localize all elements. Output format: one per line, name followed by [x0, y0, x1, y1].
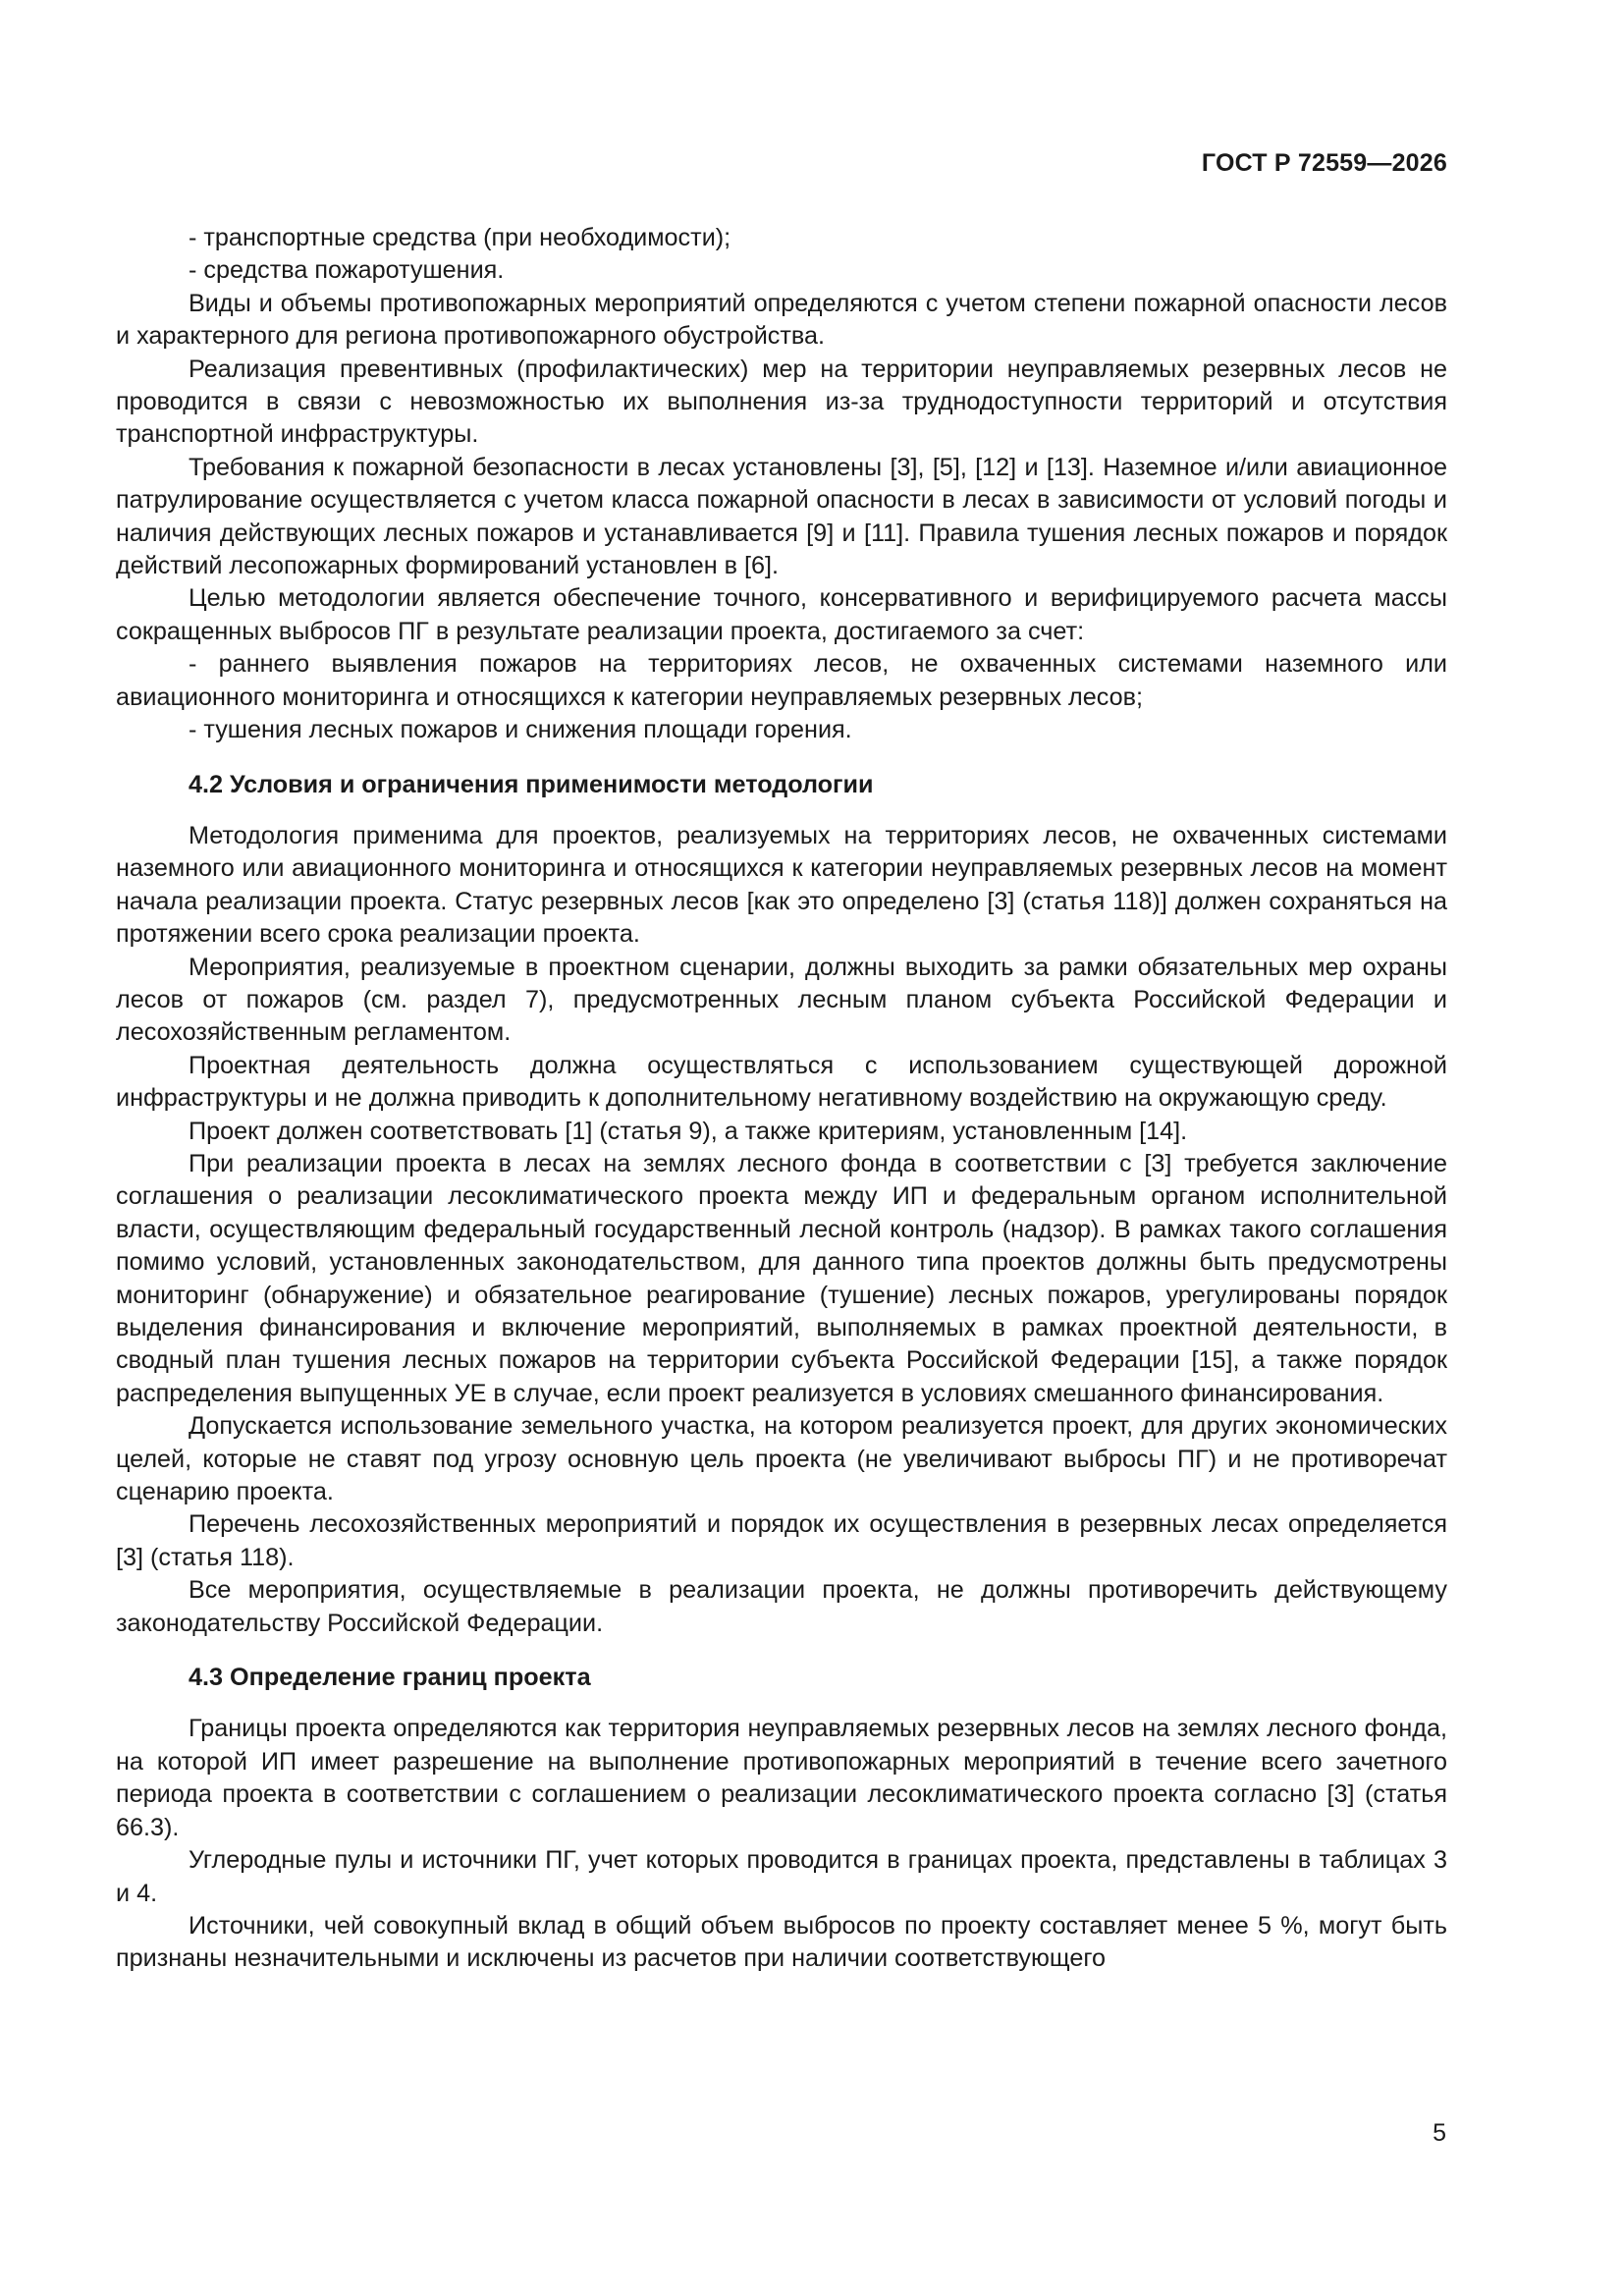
paragraph: Реализация превентивных (профилактических) мер на территории неуправляемых резервных лесов не проводится в связи с невозможностью их выполнения из-за труднодоступности территорий и отсутствия транспортной инфраструктуры. [116, 355, 1447, 449]
paragraph: Все мероприятия, осуществляемые в реализации проекта, не должны противоречить действующему законодательству Российской Федерации. [116, 1576, 1447, 1637]
paragraph: Виды и объемы противопожарных мероприятий определяются с учетом степени пожарной опасности лесов и характерного для региона противопожарного обустройства. [116, 289, 1447, 351]
list-item-fire-suppression: - тушения лесных пожаров и снижения площади горения. [189, 716, 852, 744]
paragraph: Целью методологии является обеспечение точного, консервативного и верифицируемого расчета массы сокращенных выбросов ПГ в результате реализации проекта, достигаемого за счет: [116, 584, 1447, 645]
paragraph: Углеродные пулы и источники ПГ, учет которых проводится в границах проекта, представлены в таблицах 3 и 4. [116, 1846, 1447, 1907]
paragraph: Допускается использование земельного участка, на котором реализуется проект, для других экономических целей, которые не ставят под угрозу основную цель проекта (не увеличивают выбросы ПГ) и не противоречат сценарию проекта. [116, 1412, 1447, 1506]
section-heading-4-3: 4.3 Определение границ проекта [189, 1664, 591, 1692]
paragraph: Проект должен соответствовать [1] (статья 9), а также критериям, установленным [14]. [189, 1117, 1188, 1145]
list-item-early-detection: - раннего выявления пожаров на территориях лесов, не охваченных системами наземного или авиационного мониторинга и относящихся к категории неуправляемых резервных лесов; [116, 650, 1447, 711]
paragraph: Границы проекта определяются как территория неуправляемых резервных лесов на землях лесного фонда, на которой ИП имеет разрешение на выполнение противопожарных мероприятий в течение всего зачетного периода проекта в соответствии с соглашением о реализации лесоклиматического проекта согласно [3] (статья 66.3). [116, 1715, 1447, 1841]
paragraph: При реализации проекта в лесах на землях лесного фонда в соответствии с [3] требуется заключение соглашения о реализации лесоклиматического проекта между ИП и федеральным органом исполнительной власти, осуществляющим федеральный государственный лесной контроль (надзор). В рамках такого соглашения помимо условий, установленных законодательством, для данного типа проектов должны быть предусмотрены мониторинг (обнаружение) и обязательное реагирование (тушение) лесных пожаров, урегулированы порядок выделения финансирования и включение мероприятий, выполняемых в рамках проектной деятельности, в сводный план тушения лесных пожаров на территории субъекта Российской Федерации [15], а также порядок распределения выпущенных УЕ в случае, если проект реализуется в условиях смешанного финансирования. [116, 1149, 1447, 1407]
section-heading-4-2: 4.2 Условия и ограничения применимости методологии [189, 770, 874, 798]
document-code-header: ГОСТ Р 72559—2026 [1201, 149, 1447, 177]
paragraph: Методология применима для проектов, реализуемых на территориях лесов, не охваченных системами наземного или авиационного мониторинга и относящихся к категории неуправляемых резервных лесов на момент начала реализации проекта. Статус резервных лесов [как это определено [3] (статья 118)] должен сохраняться на протяжении всего срока реализации проекта. [116, 821, 1447, 949]
page-number: 5 [1433, 2119, 1446, 2147]
list-item-transport: - транспортные средства (при необходимости); [189, 224, 731, 251]
document-body [116, 222, 1447, 1976]
list-item-extinguishing: - средства пожаротушения. [189, 256, 505, 285]
paragraph: Требования к пожарной безопасности в лесах установлены [3], [5], [12] и [13]. Наземное и/или авиационное патрулирование осуществляется с учетом класса пожарной опасности в лесах в зависимости от условий погоды и наличия действующих лесных пожаров и устанавливается [9] и [11]. Правила тушения лесных пожаров и порядок действий лесопожарных формирований установлен в [6]. [116, 453, 1447, 580]
paragraph: Проектная деятельность должна осуществляться с использованием существующей дорожной инфраструктуры и не должна приводить к дополнительному негативному воздействию на окружающую среду. [116, 1051, 1447, 1113]
paragraph: Мероприятия, реализуемые в проектном сценарии, должны выходить за рамки обязательных мер охраны лесов от пожаров (см. раздел 7), предусмотренных лесным планом субъекта Российской Федерации и лесохозяйственным регламентом. [116, 953, 1447, 1047]
paragraph: Перечень лесохозяйственных мероприятий и порядок их осуществления в резервных лесах определяется [3] (статья 118). [116, 1510, 1447, 1571]
paragraph: Источники, чей совокупный вклад в общий объем выбросов по проекту составляет менее 5 %, могут быть признаны незначительными и исключены из расчетов при наличии соответствующего [116, 1911, 1447, 1973]
